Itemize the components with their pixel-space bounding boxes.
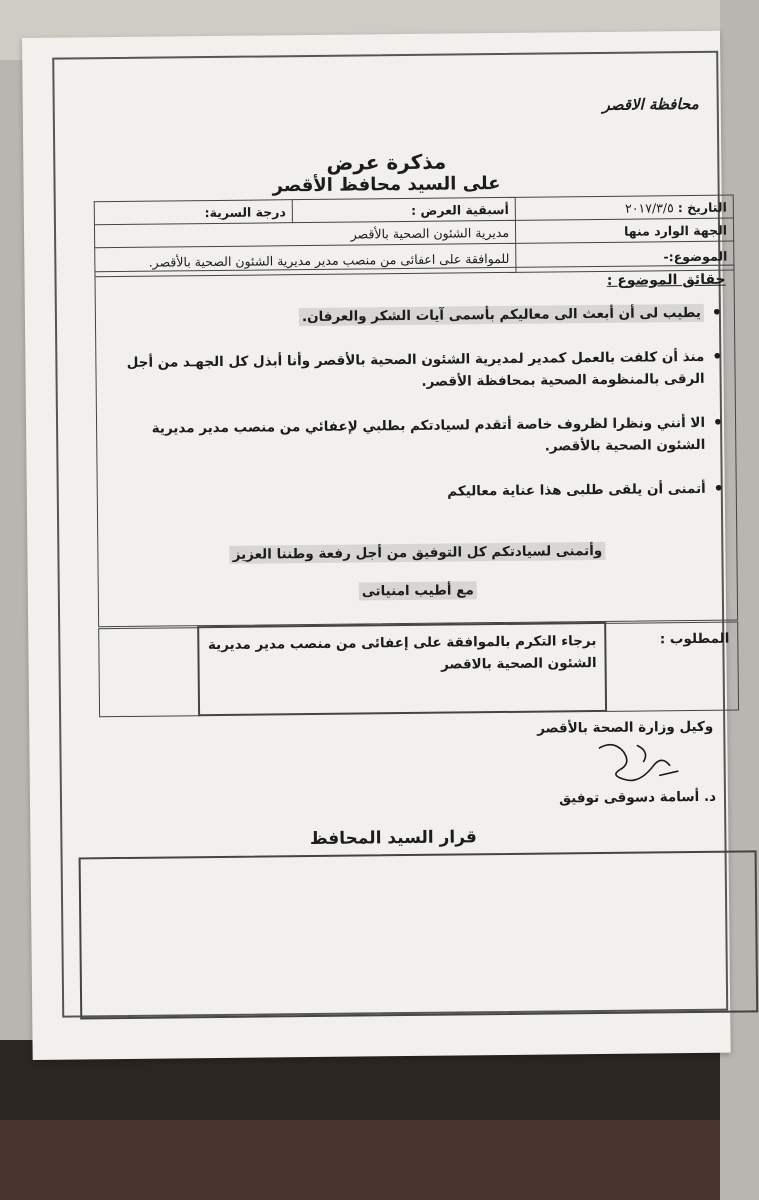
precedence-label: أسبقية العرض : [411,201,509,218]
fact-text: الا أنني ونظرا لظروف خاصة أتقدم لسيادتكم بطلبي لإعفائي من منصب مدير مديرية الشئون الصحية بالأقصر. [151,414,706,455]
list-item [106,302,724,330]
handwritten-signature [579,735,690,790]
decision-box [79,850,759,1019]
floor [0,1120,720,1200]
regards [99,580,737,603]
fact-text: يطيب لى أن أبعث الى معاليكم بأسمى آيات الشكر والعرفان. [299,304,704,326]
signer-title: وكيل وزارة الصحة بالأقصر [537,718,714,737]
request-label: المطلوب : [605,622,738,711]
list-item [108,478,726,506]
fact-text: أتمنى أن يلقى طلبى هذا عناية معاليكم [447,480,706,500]
request-table [98,621,739,718]
date-label: التاريخ : [677,199,727,215]
request-spacer [99,627,199,716]
bullet-icon: • [711,302,723,322]
closing-wish [98,542,736,565]
bullet-icon: • [713,478,724,498]
signer-name: د. أسامة دسوقى توفيق [559,788,717,807]
date-value: ٢٠١٧/٣/٥ [624,199,674,216]
request-text: برجاء التكرم بالموافقة على إعفائى من منصب مدير مديرية الشئون الصحية بالاقصر [198,623,606,715]
memo-title: مذكرة عرض [326,149,447,175]
bullet-icon: • [712,412,724,432]
closing-wish-text: وأتمنى لسيادتكم كل التوفيق من أجل رفعة وطننا العزيز [230,542,606,564]
source-label: الجهة الوارد منها [623,222,728,239]
fact-text: منذ أن كلفت بالعمل كمدير لمديرية الشئون الصحية بالأقصر وأنا أبذل كل الجهـد من أجل الرقى بالمنظومة الصحية بمحافظة الأقصر. [126,348,705,390]
date-cell [515,195,733,220]
confidentiality-cell [94,200,292,225]
confidentiality-label: درجة السرية: [204,203,286,220]
subject-value: للموافقة على اعفائى من منصب مدير مديرية الشئون الصحية بالأقصر. [148,250,510,270]
regards-text: مع أطيب امنياتى [359,581,477,600]
facts-heading: حقائق الموضوع : [606,271,726,289]
page-frame [52,51,728,1018]
memo-addressee: على السيد محافظ الأقصر [272,172,501,197]
bullet-icon: • [712,346,723,366]
facts-section [94,265,738,628]
request-row [99,622,739,717]
governorate-label: محافظة الاقصر [602,94,699,114]
source-value: مديرية الشئون الصحية بالأقصر [350,224,510,242]
precedence-cell [292,197,515,222]
subject-label: الموضوع:- [663,248,728,264]
list-item [106,346,724,396]
facts-list [106,302,726,528]
document-page [22,31,731,1060]
list-item [107,412,725,462]
source-label-cell [515,218,733,243]
decision-title: قرار السيد المحافظ [309,827,477,850]
